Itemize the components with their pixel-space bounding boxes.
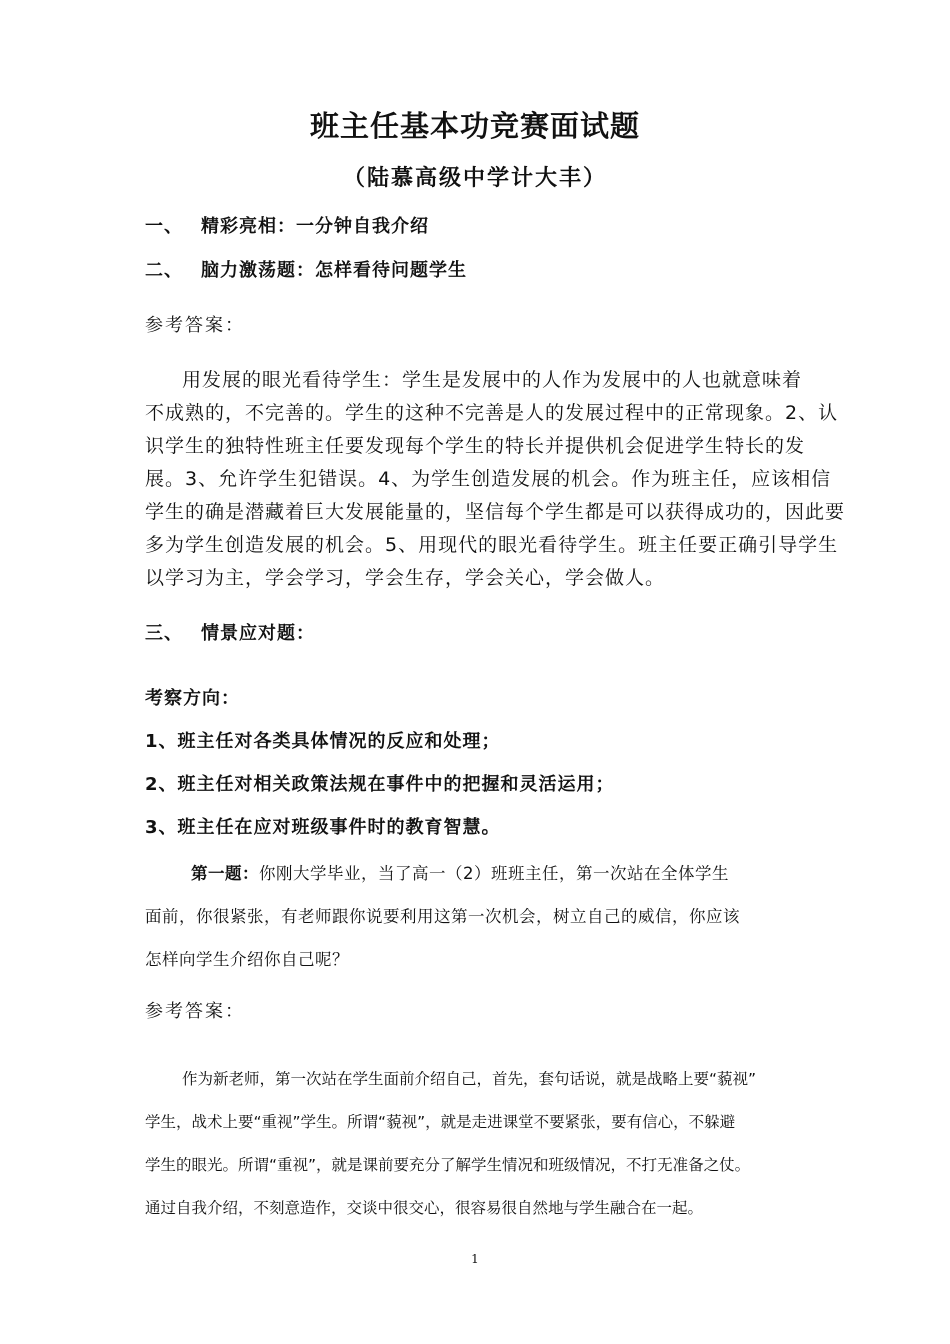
- paragraph-line: 不成熟的，不完善的。学生的这种不完善是人的发展过程中的正常现象。2、认: [145, 402, 839, 424]
- document-subtitle: （陆慕高级中学计大丰）: [342, 166, 607, 191]
- question-line: [191, 860, 729, 884]
- section-number: 一、: [145, 216, 183, 237]
- paragraph-line: 以学习为主，学会学习，学会生存，学会关心，学会做人。: [145, 567, 666, 589]
- answer-label: 参考答案：: [145, 315, 245, 336]
- section-text: 情景应对题：: [201, 623, 315, 644]
- question-label: 第一题：: [191, 864, 259, 883]
- question-text: 你刚大学毕业，当了高一（2）班班主任，第一次站在全体学生: [259, 864, 729, 883]
- paragraph-line: 学生的确是潜藏着巨大发展能量的，坚信每个学生都是可以获得成功的，因此要: [145, 501, 846, 523]
- paragraph-line: 作为新老师，第一次站在学生面前介绍自己，首先，套句话说，就是战略上要“藐视”: [182, 1070, 757, 1088]
- section-text: 精彩亮相：一分钟自我介绍: [201, 216, 429, 237]
- focus-item: 3、班主任在应对班级事件时的教育智慧。: [145, 817, 501, 838]
- focus-item: 2、班主任对相关政策法规在事件中的把握和灵活运用；: [145, 774, 615, 795]
- paragraph-line: 通过自我介绍，不刻意造作，交谈中很交心，很容易很自然地与学生融合在一起。: [145, 1199, 704, 1217]
- question-line: 怎样向学生介绍你自己呢？: [145, 950, 349, 969]
- section-text: 脑力激荡题：怎样看待问题学生: [201, 260, 467, 281]
- section-number: 二、: [145, 260, 183, 281]
- page-number: 1: [471, 1252, 479, 1266]
- paragraph-line: 识学生的独特性班主任要发现每个学生的特长并提供机会促进学生特长的发: [145, 435, 806, 457]
- section-number: 三、: [145, 623, 183, 644]
- question-line: 面前，你很紧张，有老师跟你说要利用这第一次机会，树立自己的威信，你应该: [145, 907, 740, 926]
- paragraph-line: 多为学生创造发展的机会。5、用现代的眼光看待学生。班主任要正确引导学生: [145, 534, 839, 556]
- paragraph-line: 展。3、允许学生犯错误。4、为学生创造发展的机会。作为班主任，应该相信: [145, 468, 832, 490]
- document-title: 班主任基本功竞赛面试题: [309, 109, 640, 143]
- paragraph-line: 用发展的眼光看待学生：学生是发展中的人作为发展中的人也就意味着: [182, 369, 803, 391]
- section-heading-3: [145, 619, 315, 645]
- paragraph-line: 学生，战术上要“重视”学生。所谓“藐视”，就是走进课堂不要紧张，要有信心，不躲避: [145, 1113, 736, 1131]
- focus-item: 1、班主任对各类具体情况的反应和处理；: [145, 731, 501, 752]
- section-heading-1: [145, 212, 429, 238]
- focus-label: 考察方向：: [145, 688, 240, 709]
- paragraph-line: 学生的眼光。所谓“重视”，就是课前要充分了解学生情况和班级情况，不打无准备之仗。: [145, 1156, 751, 1174]
- section-heading-2: [145, 256, 467, 282]
- answer-label: 参考答案：: [145, 1001, 245, 1022]
